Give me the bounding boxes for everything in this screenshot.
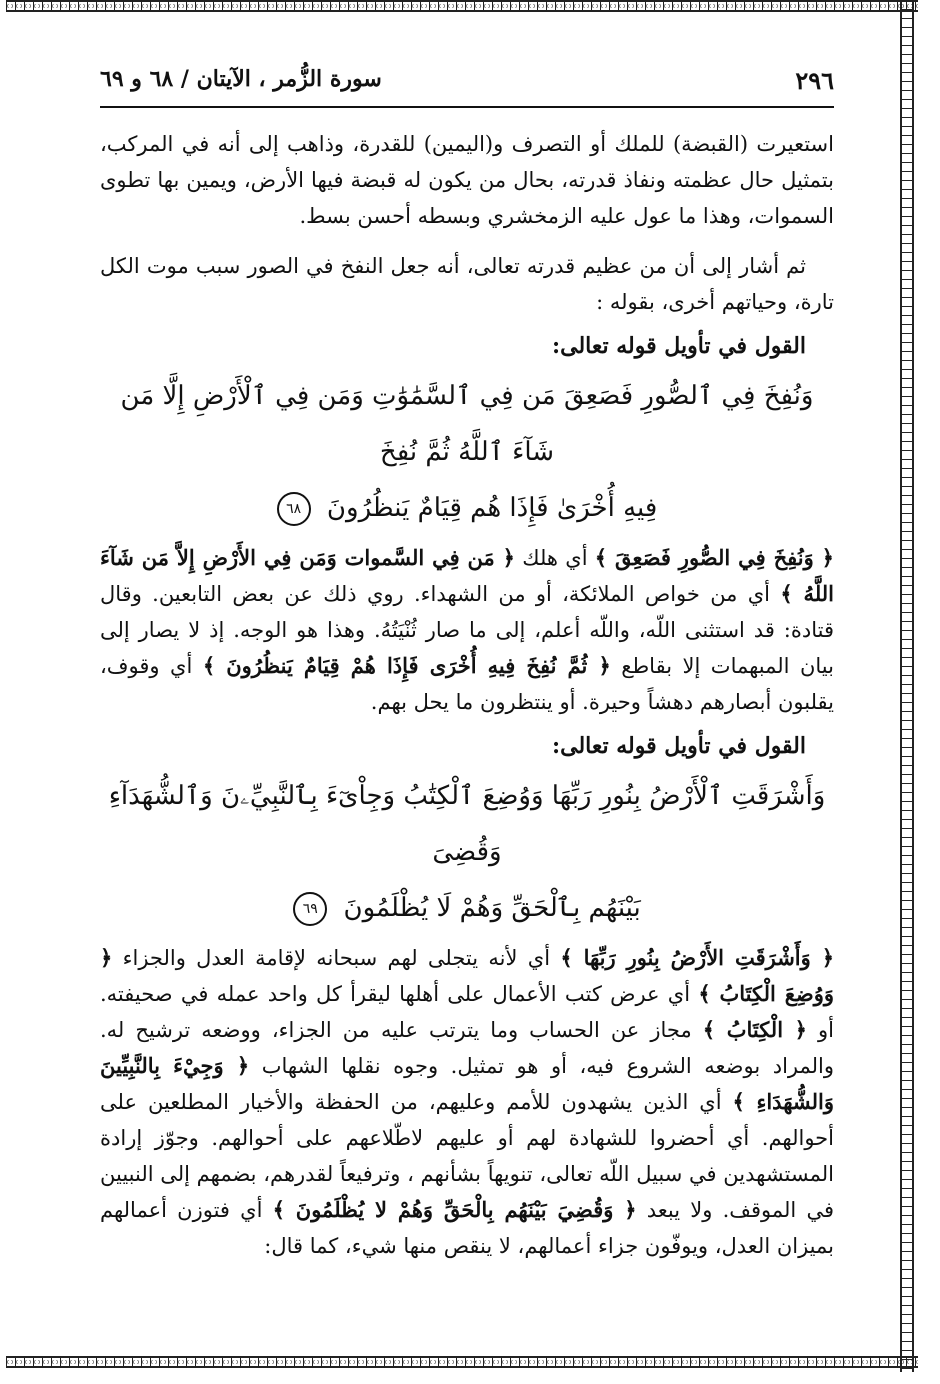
verse-68-line-2 <box>100 480 834 536</box>
verse-69-line-1: وَأَشْرَقَتِ ٱلْأَرْضُ بِنُورِ رَبِّهَا وَوُضِعَ ٱلْكِتَٰبُ وَجِاْىٓءَ بِٱلنَّبِيِّۦنَ وَٱلشُّهَدَآءِ وَقُضِىَ <box>108 781 826 867</box>
running-title: سورة الزُّمر ، الآيتان / ٦٨ و ٦٩ <box>100 66 382 92</box>
quote: ﴿ وَأَشْرَقَتِ الأَرْضُ بِنُورِ رَبِّهَا ﴾ <box>560 945 834 970</box>
page-border-right <box>900 0 914 1372</box>
commentary: مجاز عن الحساب وما يترتب عليه من الجزاء، ووضعه ترشيح له. والمراد بوضعه الشروع فيه، أو هو تمثيل. وجوه نقلها الشهاب <box>100 1018 835 1078</box>
quote: ﴿ ثُمَّ نُفِخَ فِيهِ أُخْرَى فَإِذَا هُمْ قِيَامٌ يَنظُرُونَ ﴾ <box>202 653 611 678</box>
ayah-marker-68: ٦٨ <box>277 492 311 526</box>
section-heading-1: القول في تأويل قوله تعالى: <box>552 333 806 359</box>
quote: ﴿ وَوُضِعَ الْكِتَابُ ﴾ <box>100 945 834 1006</box>
verse-68-line-1: وَنُفِخَ فِي ٱلصُّورِ فَصَعِقَ مَن فِي ٱلسَّمَٰوَٰتِ وَمَن فِي ٱلْأَرْضِ إِلَّا مَن شَآءَ ٱللَّهُ ثُمَّ نُفِخَ <box>120 381 814 467</box>
quote: ﴿ الْكِتَابُ ﴾ <box>702 1017 807 1042</box>
commentary: أي الذين يشهدون للأمم وعليهم، من الحفظة والأخيار المطلعين على أحوالهم. أي أحضروا للشهادة لهم أو عليهم لاطّلاعهم على أحوالهم. وجوّز إرادة المستشهدين في سبيل اللّه تعالى، تنويهاً بشأنهم ، وترفيعاً لقدرهم، بضمهم إلى النبيين في الموقف. ولا يبعد <box>100 1090 835 1222</box>
page-number: ٢٩٦ <box>795 66 834 95</box>
ayah-marker-69: ٦٩ <box>293 892 327 926</box>
quote: ﴿ مَن فِي السَّموات وَمَن فِي الأَرْضِ إِلاَّ مَن شَآءَ اللَّهُ ﴾ <box>100 545 834 606</box>
quote: ﴿ وَنُفِخَ فِي الصُّورِ فَصَعِقَ ﴾ <box>594 545 834 570</box>
page-border-bottom <box>6 1356 918 1368</box>
commentary: أي وقوف، يقلبون أبصارهم دهشاً وحيرة. أو ينتظرون ما يحل بهم. <box>100 654 834 714</box>
quote: ﴿ وَجِيْءَ بِالنَّبِيِّينَ وَالشُّهَدَاءِ ﴾ <box>100 1053 834 1114</box>
commentary: أي هلك <box>514 546 595 570</box>
verse-69-line-2-text: بَيْنَهُم بِٱلْحَقِّ وَهُمْ لَا يُظْلَمُونَ <box>343 893 641 923</box>
page-border-top <box>6 0 918 12</box>
page-header <box>100 66 834 108</box>
commentary: أي فتوزن أعمالهم بميزان العدل، ويوفّون جزاء أعمالهم، لا ينقص منها شيء، كما قال: <box>100 1198 834 1258</box>
verse-68 <box>100 368 834 536</box>
verse-68-line-2-text: فِيهِ أُخْرَىٰ فَإِذَا هُم قِيَامٌ يَنظُرُونَ <box>326 493 658 523</box>
verse-69-line-2 <box>100 880 834 936</box>
paragraph-3 <box>100 540 834 720</box>
commentary: أي لأنه يتجلى لهم سبحانه لإقامة العدل والجزاء <box>112 946 561 970</box>
verse-69 <box>100 768 834 936</box>
commentary: أي عرض كتب الأعمال على أهلها ليقرأ كل واحد عمله في صحيفته. أو <box>100 982 834 1042</box>
section-heading-2: القول في تأويل قوله تعالى: <box>552 733 806 759</box>
commentary: أي من خواص الملائكة، أو من الشهداء. روي ذلك عن بعض التابعين. وقال قتادة: قد استثنى اللّه، واللّه أعلم، إلى ما صار ثُنْيَتُهُ. وهذا هو الوجه. إذ لا يصار إلى بيان المبهمات إلا بقاطع <box>100 582 834 678</box>
page-body <box>100 126 834 1264</box>
quote: ﴿ وَقُضِيَ بَيْنَهُم بِالْحَقِّ وَهُمْ لا يُظْلَمُونَ ﴾ <box>272 1197 637 1222</box>
paragraph-1: استعيرت (القبضة) للملك أو التصرف و(اليمين) للقدرة، وذاهب إلى أنه في المركب، بتمثيل حال عظمته ونفاذ قدرته، بحال من يكون له قبضة فيها الأرض، ويمين بها تطوى السموات، وهذا ما عول عليه الزمخشري وبسطه أحسن بسط. <box>100 132 834 228</box>
paragraph-4 <box>100 940 834 1264</box>
paragraph-2: ثم أشار إلى أن من عظيم قدرته تعالى، أنه جعل النفخ في الصور سبب موت الكل تارة، وحياتهم أخرى، بقوله : <box>100 254 834 314</box>
